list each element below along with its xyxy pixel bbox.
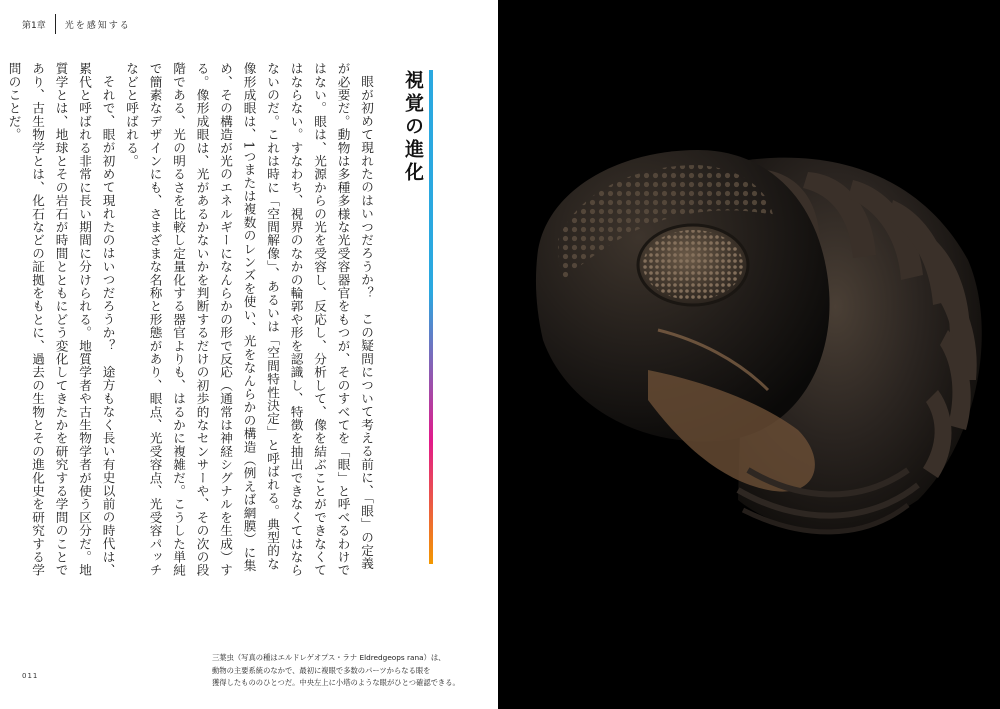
section-heading-block <box>400 70 434 570</box>
caption-line: 獲得したもののひとつだ。中央左上に小塔のような眼がひとつ確認できる。 <box>212 678 460 687</box>
chapter-title: 光を感知する <box>64 20 131 31</box>
caption-line: 動物の主要系統のなかで、最初に複眼で多数のパーツからなる眼を <box>212 665 431 675</box>
page-number: 011 <box>22 672 39 680</box>
body-paragraph: それで、眼が初めて現れたのはいつだろうか？ 途方もなく長い有史以前の時代は、累代と呼ばれる非常に長い期間に分けられる。地質学者や古生物学者が使う区分だ。地質学とは、地球とその岩石が時間とともにどう変化してきたかを研究する学問のことであり、古生物学とは、化石などの証拠をもとに、過去の生物とその進化史を研究する学問のことだ。 <box>6 62 116 577</box>
body-paragraph <box>0 62 2 582</box>
gradient-rule <box>429 70 433 564</box>
caption-line: 三葉虫（写真の種はエルドレゲオプス・ラナ Eldredgeops rana）は、 <box>212 653 446 662</box>
body-paragraph: 眼が初めて現れたのはいつだろうか？ この疑問について考える前に、「眼」の定義が必要だ。動物は多種多様な光受容器官をもつが、そのすべてを「眼」と呼べるわけではない。眼は、光源からの光を受容し、反応し、分析して、像を結ぶことができなくてはならない。すなわち、視界のなかの輪郭や形を認識し、特徴を抽出できなくてはならないのだ。これは時に「空間解像」、あるいは「空間特性決定」と呼ばれる。典型的な像形成眼は、1つまたは複数のレンズを使い、光をなんらかの構造（例えば網膜）に集め、その構造が光のエネルギーになんらかの形で反応（通常は神経シグナルを生成）する。像形成眼は、光があるかないかを判断するだけの初歩的なセンサーや、その次の段階である、光の明るさを比較し定量化する器官よりも、はるかに複雑だ。こうした単純で簡素なデザインにも、さまざまな名称と形態があり、眼点、光受容点、光受容パッチなどと呼ばれる。 <box>124 62 374 577</box>
chapter-label: 第1章 <box>22 20 46 31</box>
section-heading: 視覚の進化 <box>402 70 424 185</box>
left-page <box>0 0 498 709</box>
photo-caption <box>212 652 482 690</box>
photo-page <box>498 0 1000 709</box>
compound-eye <box>638 225 748 305</box>
cephalon <box>536 150 830 492</box>
trilobite-photo <box>498 0 1000 709</box>
body-text <box>6 62 378 582</box>
running-head <box>22 14 131 34</box>
running-head-divider <box>55 14 56 34</box>
